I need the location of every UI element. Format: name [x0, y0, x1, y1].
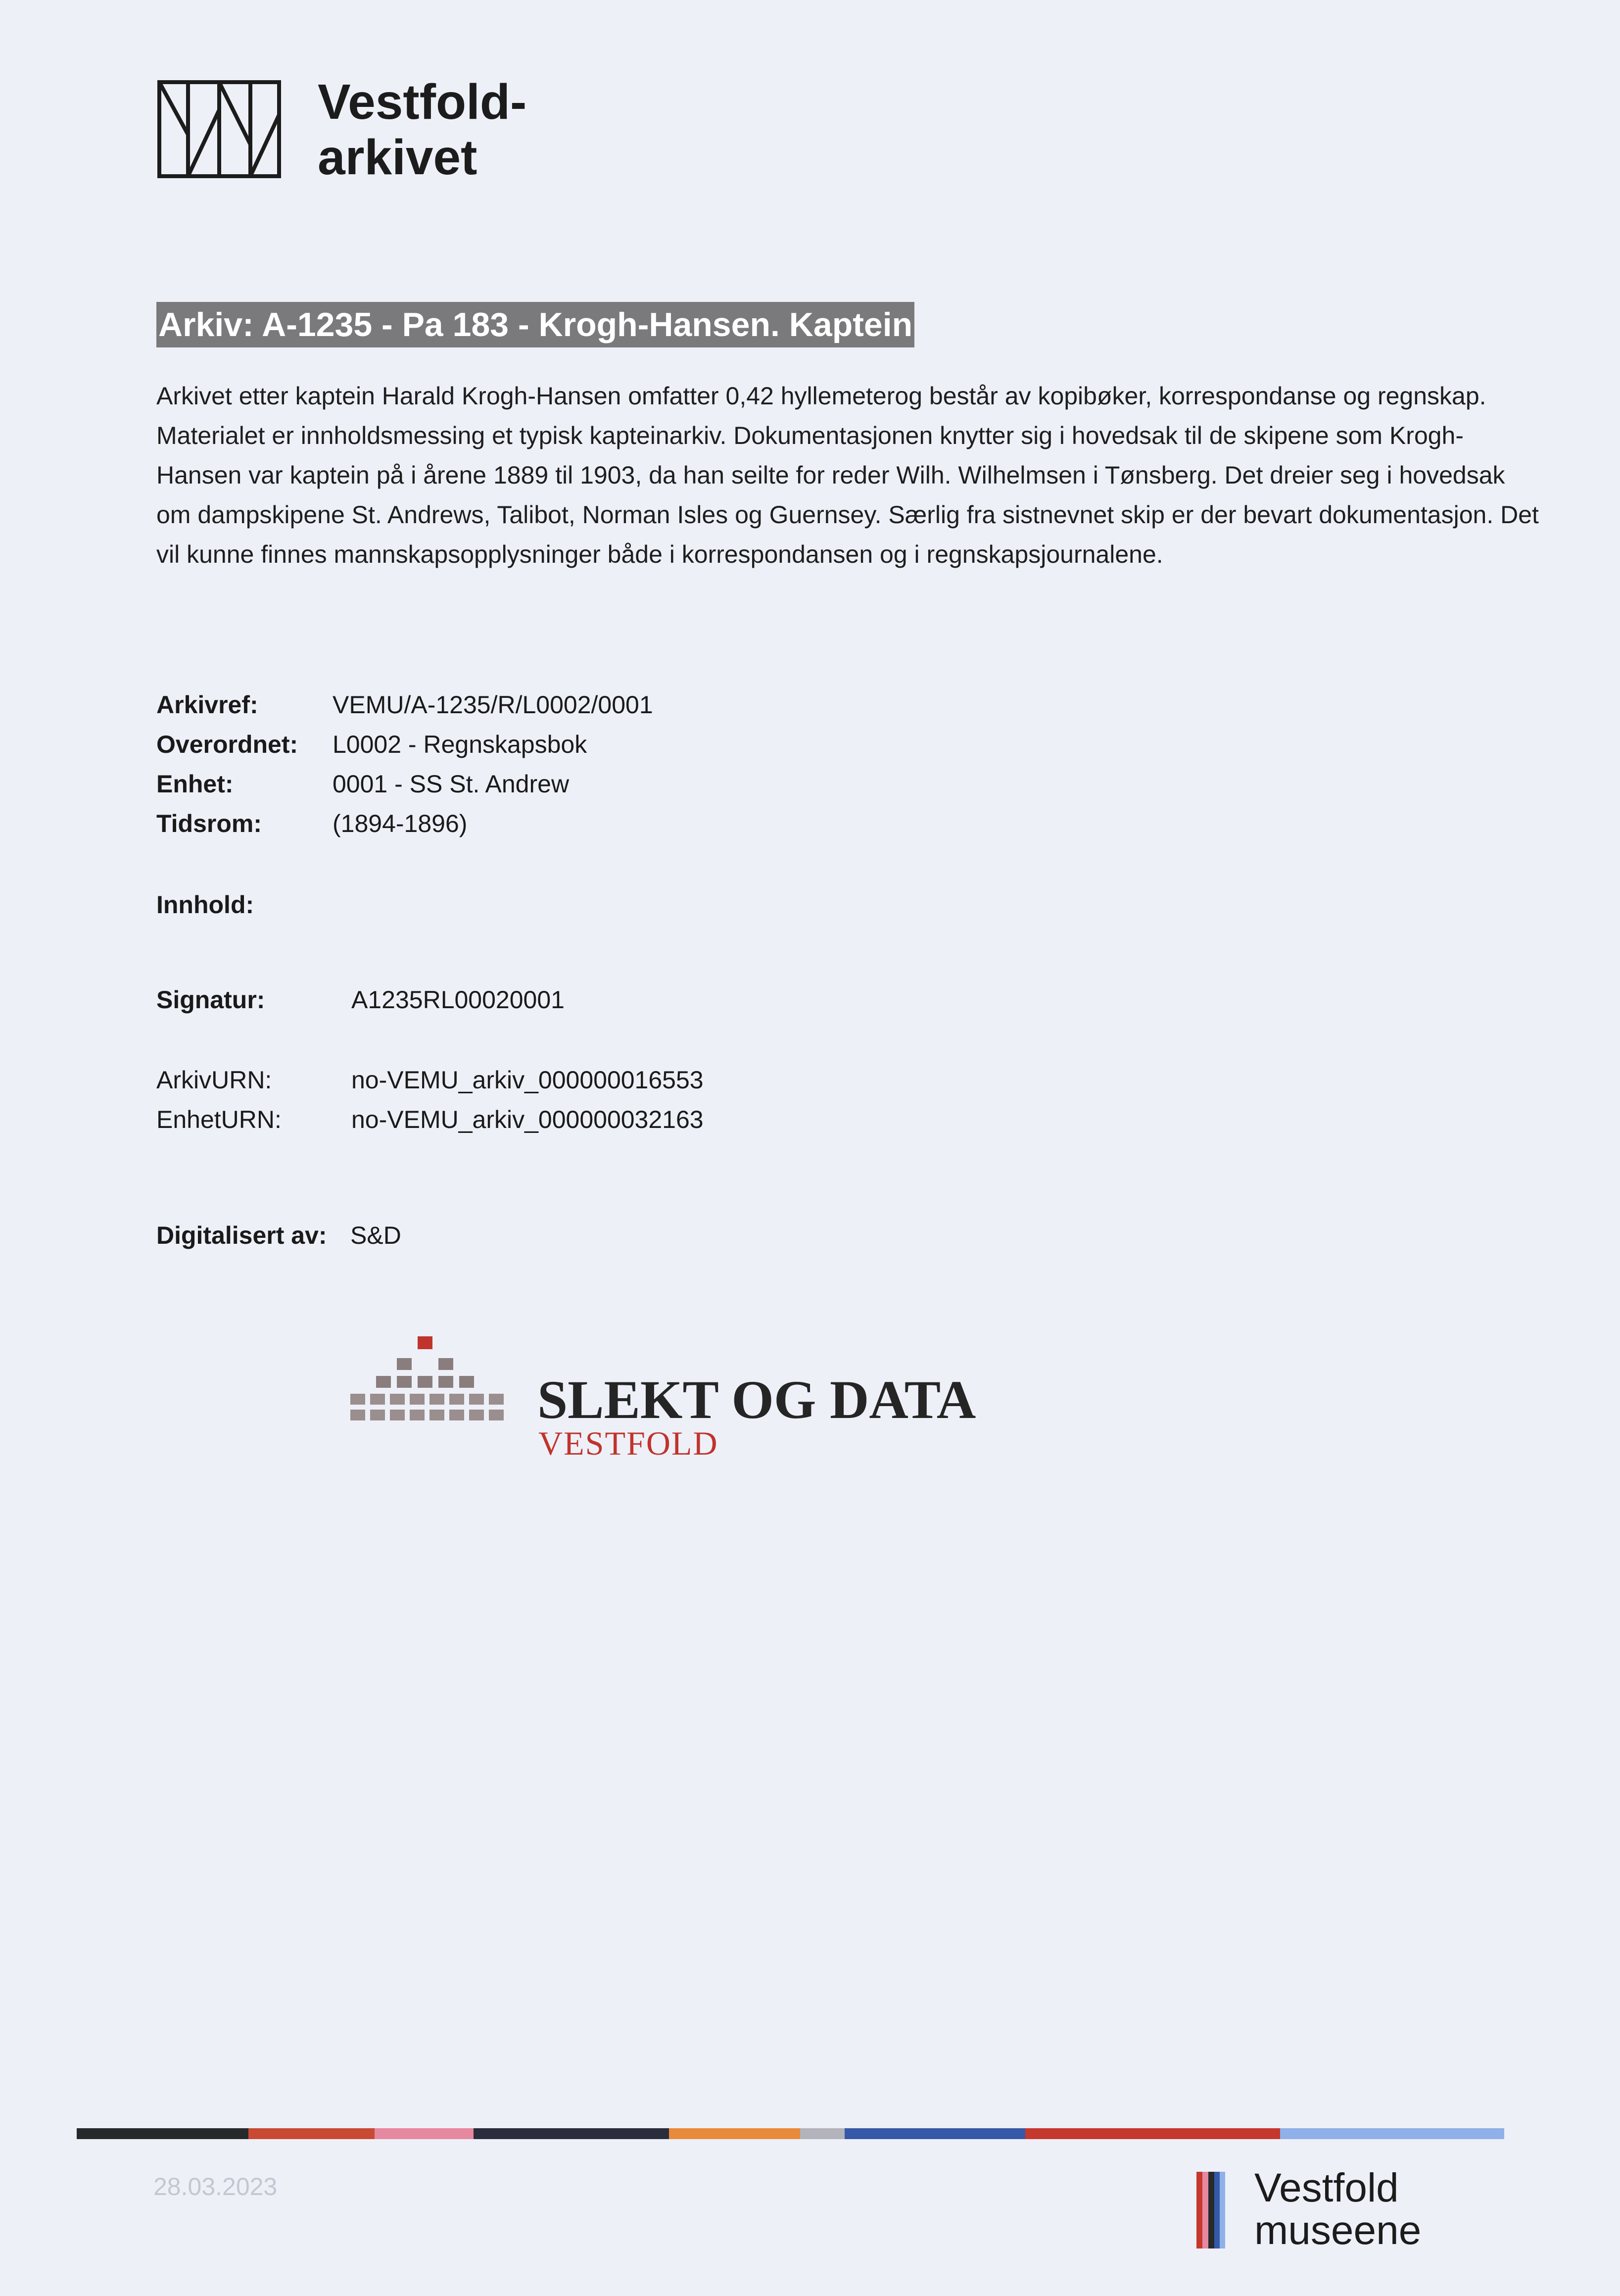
signatur-label: Signatur:	[156, 986, 265, 1014]
arkivref-label: Arkivref:	[156, 691, 258, 719]
slekt-og-data-region: VESTFOLD	[538, 1424, 718, 1462]
stripe-segment	[248, 2128, 375, 2139]
overordnet-label: Overordnet:	[156, 731, 298, 758]
innhold-label: Innhold:	[156, 891, 254, 919]
vestfoldarkivet-wordmark	[318, 74, 526, 185]
stripe-segment	[474, 2128, 669, 2139]
slekt-og-data-logo-icon	[350, 1336, 504, 1423]
stripe-segment	[845, 2128, 1025, 2139]
stripe-segment	[800, 2128, 845, 2139]
archive-description: Arkivet etter kaptein Harald Krogh-Hansen omfatter 0,42 hyllemeterog består av kopibøker, korrespondanse og regnskap. Materialet er innholdsmessing et typisk kapteinarkiv. Dokumentasjonen knytter sig i hovedsak til de skipene som Krogh-Hansen var kaptein på i årene 1889 til 1903, da han seilte for reder Wilh. Wilhelmsen i Tønsberg. Det dreier seg i hovedsak om dampskipene St. Andrews, Talibot, Norman Isles og Guernsey. Særlig fra sistnevnet skip er der bevart dokumentasjon. Det vil kunne finnes mannskapsopplysninger både i korrespondansen og i regnskapsjournalene.	[156, 382, 1539, 568]
vestfoldarkivet-logo-icon	[157, 80, 281, 178]
tidsrom-label: Tidsrom:	[156, 810, 262, 837]
arkivurn-value: no-VEMU_arkiv_000000016553	[351, 1066, 704, 1094]
stripe-segment	[375, 2128, 474, 2139]
document-date: 28.03.2023	[153, 2173, 278, 2200]
vestfoldmuseene-line1: Vestfold	[1254, 2165, 1399, 2210]
enheturn-label: EnhetURN:	[156, 1106, 282, 1133]
stripe-segment	[77, 2128, 248, 2139]
stripe-segment	[1280, 2128, 1504, 2139]
stripe-segment	[669, 2128, 800, 2139]
arkivurn-label: ArkivURN:	[156, 1066, 272, 1094]
vestfoldmuseene-line2: museene	[1254, 2208, 1422, 2253]
vestfoldmuseene-logo-icon	[1196, 2172, 1225, 2248]
archive-title: Arkiv: A-1235 - Pa 183 - Krogh-Hansen. Kaptein	[156, 302, 914, 347]
overordnet-value: L0002 - Regnskapsbok	[333, 731, 587, 758]
vestfoldarkivet-line2: arkivet	[318, 130, 477, 185]
vestfoldmuseene-wordmark	[1254, 2167, 1421, 2252]
footer-color-stripe	[77, 2128, 1504, 2139]
vestfoldarkivet-line1: Vestfold-	[318, 74, 527, 130]
signatur-value: A1235RL00020001	[351, 986, 565, 1014]
enhet-label: Enhet:	[156, 770, 234, 798]
slekt-og-data-name: SLEKT OG DATA	[537, 1369, 976, 1430]
digitalisert-value: S&D	[350, 1221, 401, 1249]
enheturn-value: no-VEMU_arkiv_000000032163	[351, 1106, 704, 1133]
digitalisert-label: Digitalisert av:	[156, 1221, 327, 1249]
tidsrom-value: (1894-1896)	[333, 810, 468, 837]
enhet-value: 0001 - SS St. Andrew	[333, 770, 570, 798]
arkivref-value: VEMU/A-1235/R/L0002/0001	[333, 691, 653, 719]
stripe-segment	[1025, 2128, 1280, 2139]
